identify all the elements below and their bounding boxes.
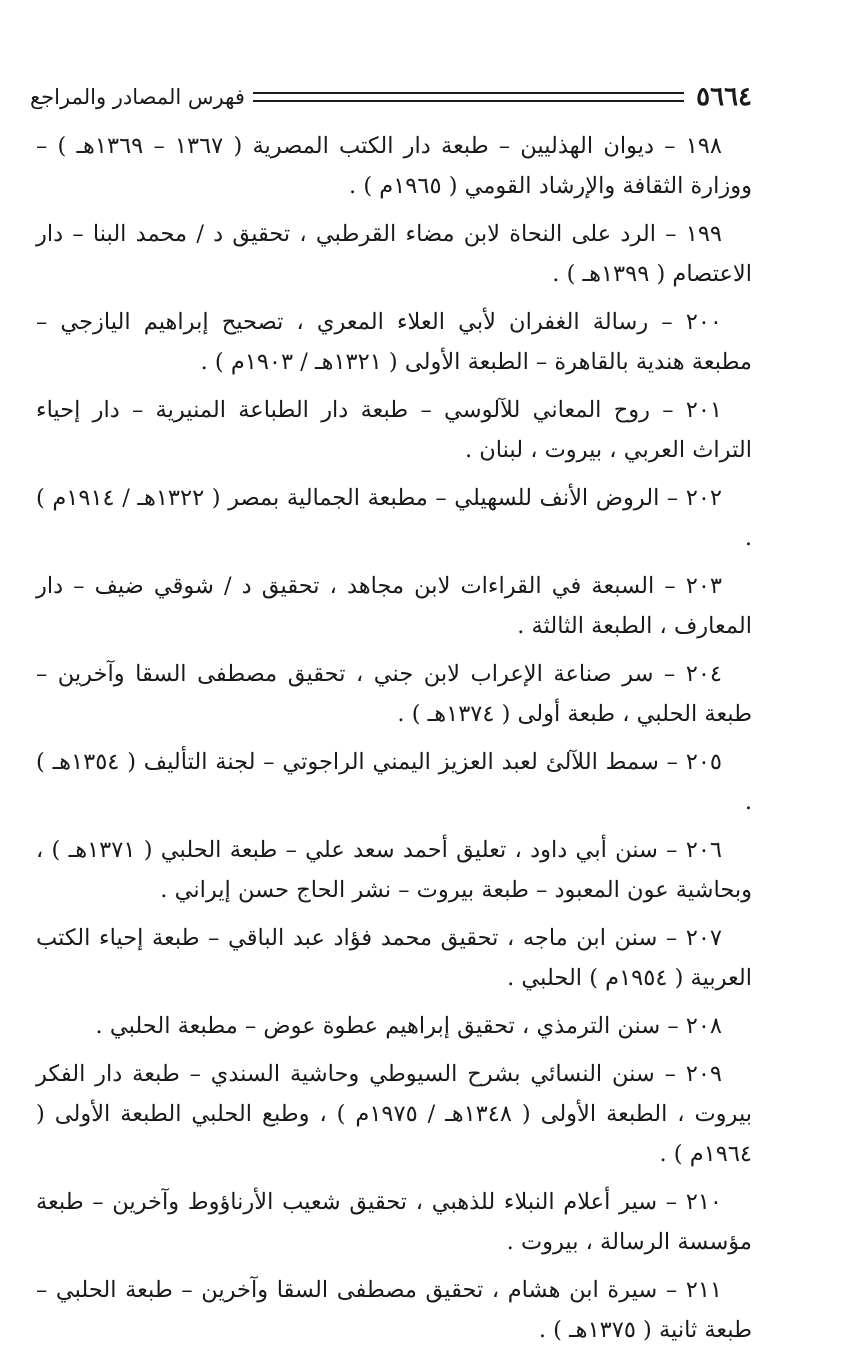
bibliography-entry [36, 214, 752, 294]
entry-text: – ديوان الهذليين – طبعة دار الكتب المصرية ( ١٣٦٧ – ١٣٦٩هـ ) – ووزارة الثقافة والإرشاد القومي ( ١٩٦٥م ) . [36, 133, 752, 199]
entry-text: – سنن النسائي بشرح السيوطي وحاشية السندي – طبعة دار الفكر بيروت ، الطبعة الأولى ( ١٣٤٨هـ / ١٩٧٥م ) ، وطبع الحلبي الطبعة الأولى ( ١٩٦٤م ) . [36, 1061, 752, 1167]
entry-text: – سر صناعة الإعراب لابن جني ، تحقيق مصطفى السقا وآخرين – طبعة الحلبي ، طبعة أولى ( ١٣٧٤هـ ) . [36, 661, 752, 727]
entry-number: ٢٠٥ [685, 749, 722, 775]
entry-text: – رسالة الغفران لأبي العلاء المعري ، تصحيح إبراهيم اليازجي – مطبعة هندية بالقاهرة – الطبعة الأولى ( ١٣٢١هـ / ١٩٠٣م ) . [36, 309, 752, 375]
bibliography-entry [36, 390, 752, 470]
bibliography-entry [36, 654, 752, 734]
entry-number: ٢١١ [685, 1277, 722, 1303]
entry-number: ١٩٨ [685, 133, 722, 159]
entry-number: ٢٠١ [685, 397, 722, 423]
entry-number: ٢١٠ [685, 1189, 722, 1215]
entry-number: ٢٠٦ [685, 837, 722, 863]
bibliography-entry [36, 742, 752, 822]
bibliography-entry [36, 1182, 752, 1262]
entry-number: ٢٠٨ [685, 1013, 722, 1039]
bibliography-entry [36, 1270, 752, 1350]
entry-text: – سنن ابن ماجه ، تحقيق محمد فؤاد عبد الباقي – طبعة إحياء الكتب العربية ( ١٩٥٤م ) الحلبي . [36, 925, 752, 991]
page-number: ٥٦٦٤ [696, 82, 752, 112]
bibliography-entry [36, 478, 752, 558]
bibliography-entry [36, 918, 752, 998]
bibliography-entry [36, 830, 752, 910]
entry-text: – سنن أبي داود ، تعليق أحمد سعد علي – طبعة الحلبي ( ١٣٧١هـ ) ، وبحاشية عون المعبود – طبعة بيروت – نشر الحاج حسن إيراني . [36, 837, 752, 903]
entry-number: ١٩٩ [685, 221, 723, 247]
entry-text: – سنن الترمذي ، تحقيق إبراهيم عطوة عوض – مطبعة الحلبي . [95, 1013, 679, 1039]
entry-text: – السبعة في القراءات لابن مجاهد ، تحقيق د / شوقي ضيف – دار المعارف ، الطبعة الثالثة . [36, 573, 752, 639]
bibliography-entry [36, 126, 752, 206]
running-title: فهرس المصادر والمراجع [30, 85, 245, 109]
entry-number: ٢٠٠ [685, 309, 722, 335]
entry-number: ٢٠٧ [685, 925, 722, 951]
entry-text: – سير أعلام النبلاء للذهبي ، تحقيق شعيب الأرناؤوط وآخرين – طبعة مؤسسة الرسالة ، بيروت . [36, 1189, 752, 1255]
page-header [30, 80, 752, 114]
bibliography-entry [36, 1054, 752, 1174]
header-double-rule [253, 92, 684, 102]
entry-text: – روح المعاني للآلوسي – طبعة دار الطباعة المنيرية – دار إحياء التراث العربي ، بيروت ، لبنان . [36, 397, 752, 463]
bibliography-entry [36, 302, 752, 382]
entry-number: ٢٠٢ [685, 485, 722, 511]
entry-text: – الرد على النحاة لابن مضاء القرطبي ، تحقيق د / محمد البنا – دار الاعتصام ( ١٣٩٩هـ ) . [36, 221, 752, 287]
entry-text: – سيرة ابن هشام ، تحقيق مصطفى السقا وآخرين – طبعة الحلبي – طبعة ثانية ( ١٣٧٥هـ ) . [36, 1277, 752, 1343]
entry-text: – الروض الأنف للسهيلي – مطبعة الجمالية بمصر ( ١٣٢٢هـ / ١٩١٤م ) . [36, 485, 752, 551]
bibliography-entry [36, 1006, 752, 1046]
bibliography-list [36, 126, 752, 1358]
bibliography-entry [36, 566, 752, 646]
entry-text: – سمط اللآلئ لعبد العزيز اليمني الراجوتي – لجنة التأليف ( ١٣٥٤هـ ) . [36, 749, 752, 815]
entry-number: ٢٠٤ [685, 661, 722, 687]
entry-number: ٢٠٩ [685, 1061, 723, 1087]
entry-number: ٢٠٣ [685, 573, 722, 599]
